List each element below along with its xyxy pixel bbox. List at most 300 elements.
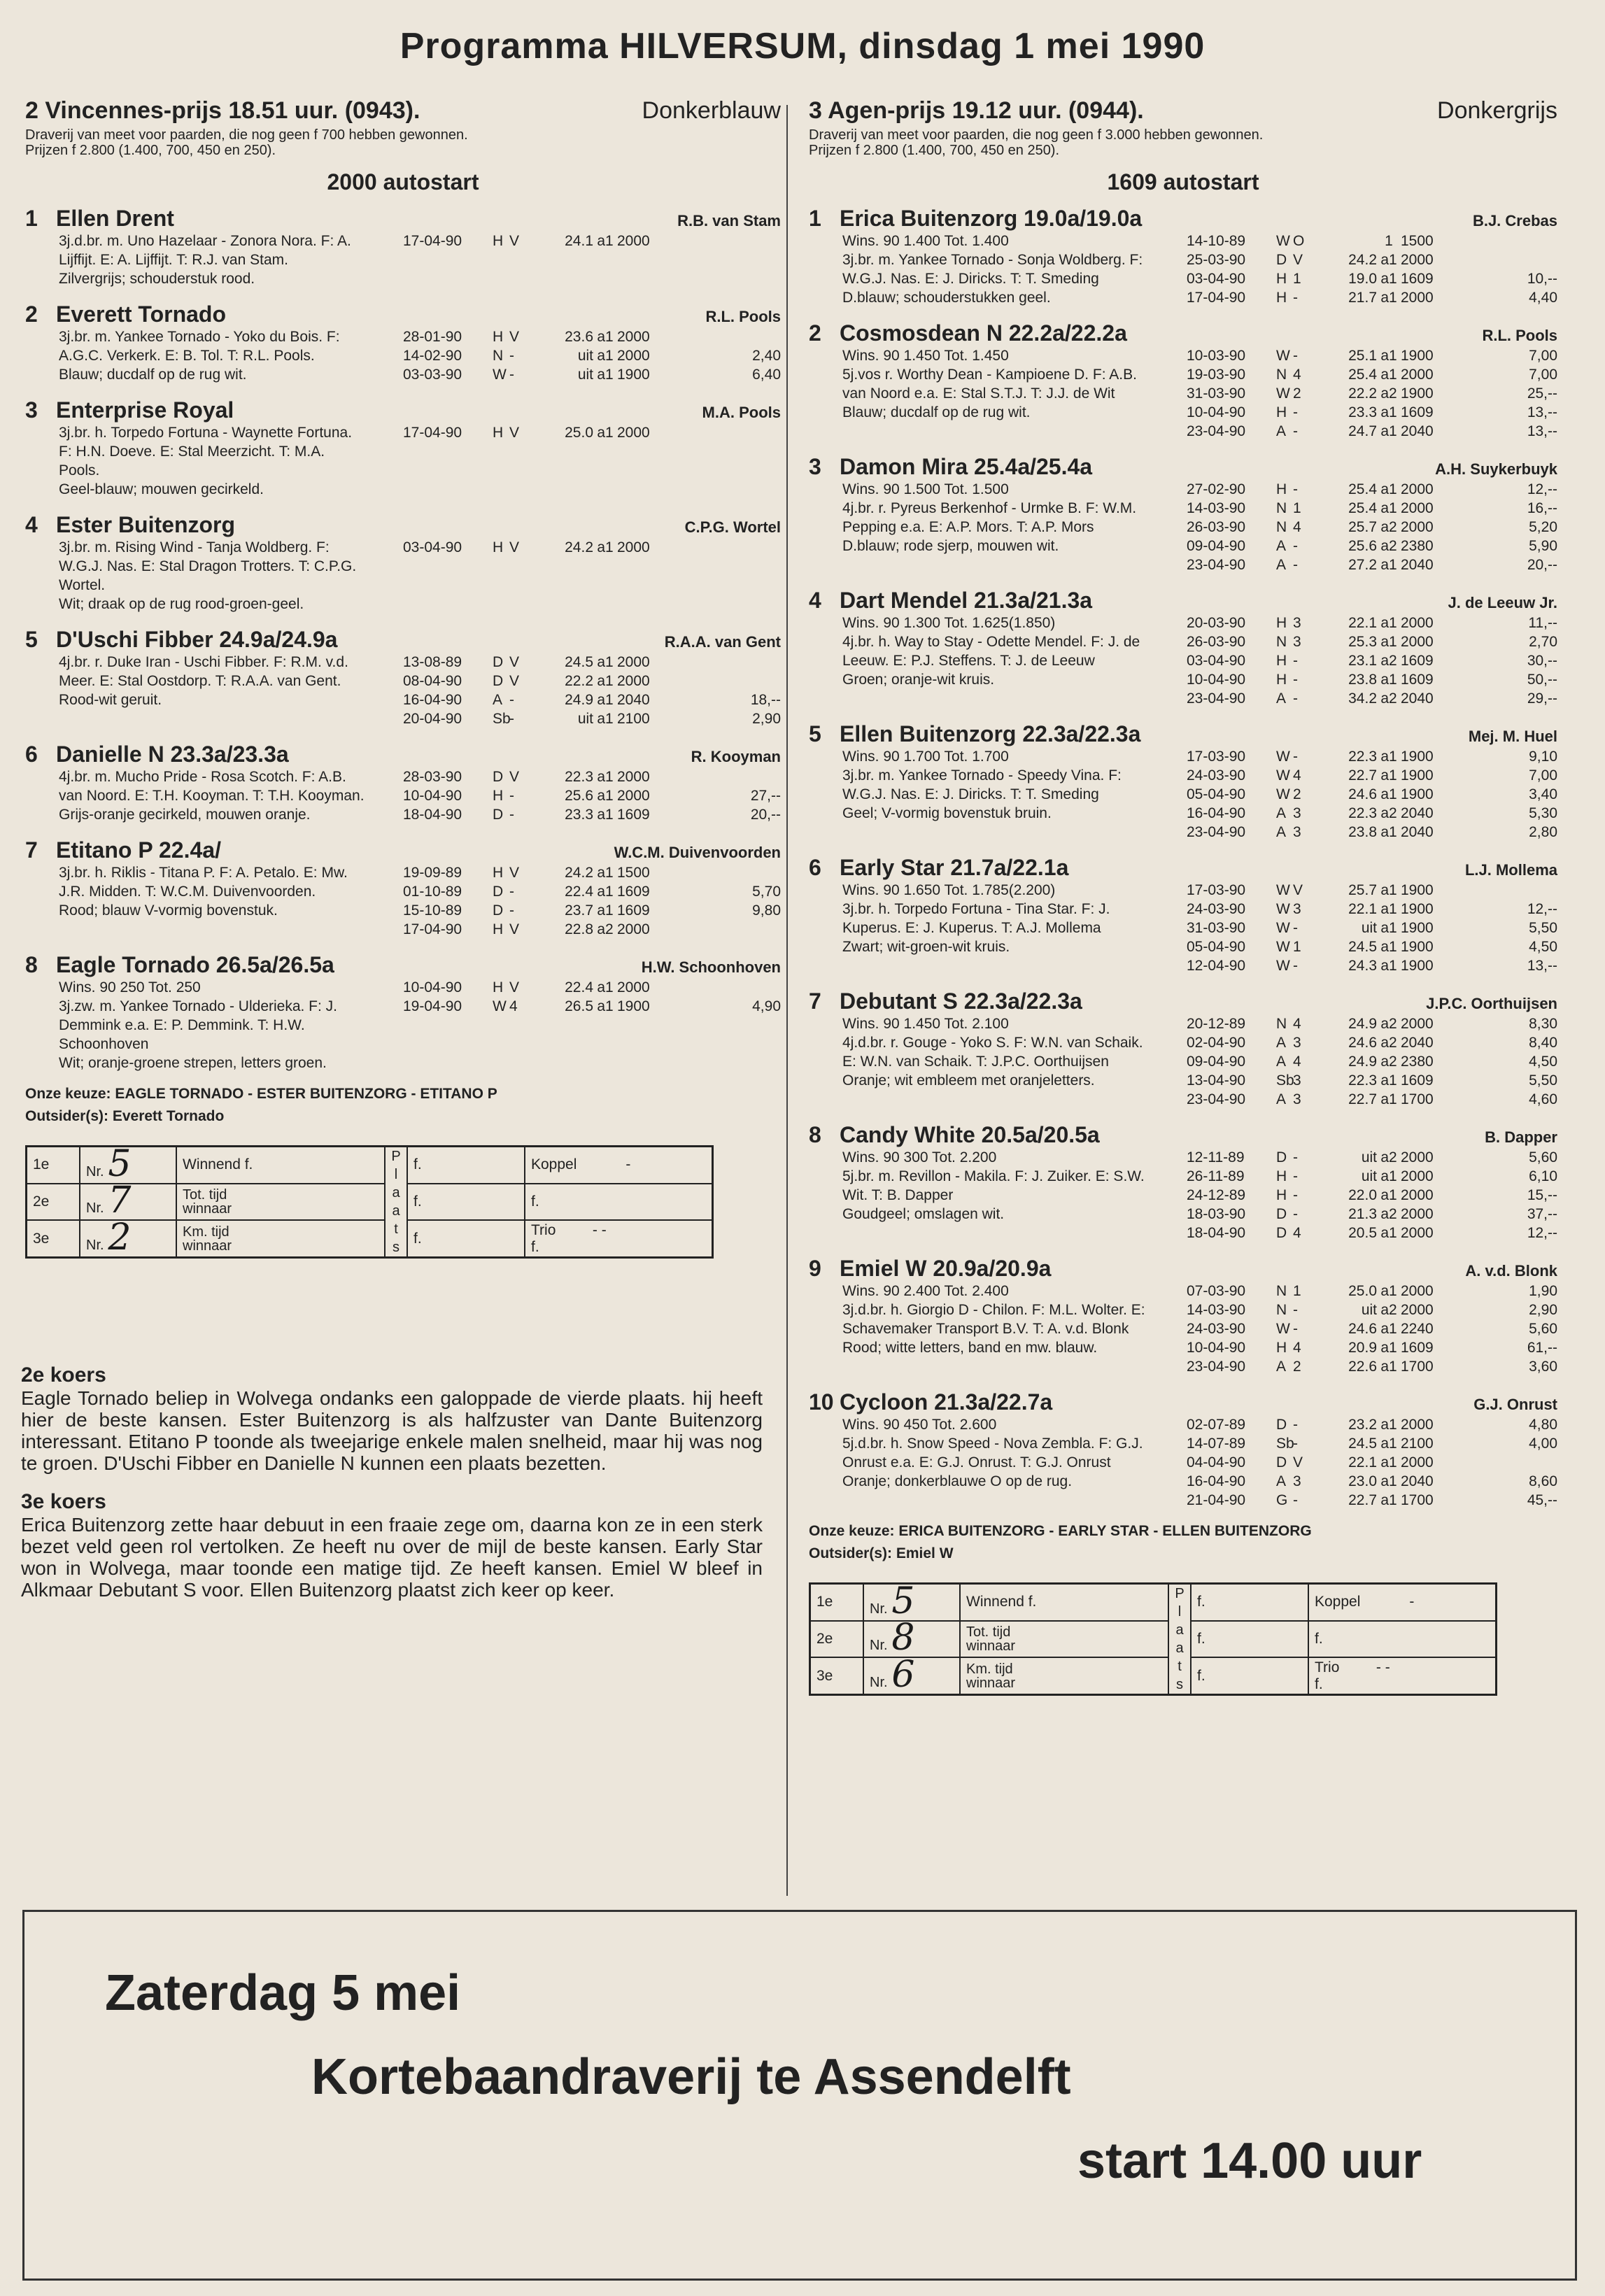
announcement-event: Kortebaandraverij te Assendelft	[311, 2049, 1071, 2105]
commentary-heading: 3e koers	[21, 1490, 106, 1513]
result-row	[1187, 804, 1557, 823]
result-cell: H	[1276, 481, 1287, 497]
description-line: Blauw; ducdalf op de rug wit.	[842, 404, 1031, 420]
result-cell: a2	[597, 921, 614, 937]
result-cell: 18,--	[750, 692, 781, 708]
result-cell: 21-04-90	[1187, 1492, 1246, 1508]
result-cell: -	[1293, 1187, 1298, 1203]
result-row	[1187, 900, 1557, 919]
result-cell: -	[509, 692, 514, 708]
result-cell: 1	[1293, 939, 1301, 955]
horse-results	[1187, 614, 1557, 708]
horse-description	[25, 653, 403, 728]
horse-results	[403, 327, 781, 384]
result-cell: a1	[597, 329, 614, 345]
result-row	[1187, 689, 1557, 708]
result-cell: H	[493, 539, 504, 555]
horse-header	[809, 453, 1557, 480]
result-cell: -	[509, 367, 514, 383]
result-cell: 31-03-90	[1187, 920, 1246, 936]
horse-name-line	[809, 453, 1092, 480]
result-cell: 21.3	[1348, 1206, 1377, 1222]
plaats-label	[385, 1147, 407, 1258]
result-cell: W	[1276, 882, 1290, 898]
horse-name: Cosmosdean N 22.2a/22.2a	[840, 320, 1127, 346]
result-cell: 1609	[1401, 404, 1434, 420]
horse-name-line	[25, 626, 337, 653]
result-cell: V	[509, 233, 520, 249]
result-cell: 1500	[617, 865, 650, 881]
result-cell: 22.7	[1348, 1091, 1377, 1107]
horse-number: 7	[809, 988, 821, 1014]
horse-name-line	[809, 988, 1082, 1014]
result-cell: 5,90	[1529, 538, 1557, 554]
result-cell: 23.6	[565, 329, 593, 345]
result-cell: H	[493, 233, 504, 249]
result-cell: a2	[1380, 538, 1397, 554]
horse-entry	[809, 205, 1557, 307]
result-cell: H	[1276, 672, 1287, 688]
result-cell: 2040	[617, 692, 650, 708]
description-line: van Noord e.a. E: Stal S.T.J. T: J.J. de Wit	[842, 385, 1115, 402]
result-cell: a1	[597, 367, 614, 383]
horse-name: Erica Buitenzorg 19.0a/19.0a	[840, 206, 1143, 231]
result-cell: 3	[1293, 1473, 1301, 1489]
result-cell: 23.8	[1348, 824, 1377, 840]
description-line: 4j.br. m. Mucho Pride - Rosa Scotch. F: A.B.	[59, 769, 346, 785]
description-line: 5j.vos r. Worthy Dean - Kampioene D. F: A.B.	[842, 367, 1137, 383]
horse-entry	[25, 837, 781, 939]
tot-tijd-line: winnaar	[183, 1200, 232, 1217]
result-cell	[1451, 232, 1557, 250]
result-cell: V	[509, 425, 520, 441]
description-line: 3j.br. m. Yankee Tornado - Speedy Vina. F:	[842, 767, 1122, 784]
description-line: 5j.d.br. h. Snow Speed - Nova Zembla. F: G.J.	[842, 1436, 1143, 1452]
result-cell: a1	[1380, 901, 1397, 917]
result-number-cell[interactable]	[80, 1179, 176, 1222]
result-cell: a1	[1380, 1283, 1397, 1299]
description-line: Zilvergrijs; schouderstuk rood.	[59, 271, 255, 287]
result-cell: a1	[597, 348, 614, 364]
result-cell: 01-10-89	[403, 884, 462, 900]
result-cell: 26-03-90	[1187, 634, 1246, 650]
horse-trainer: B.J. Crebas	[1472, 212, 1557, 229]
horse-body	[809, 1014, 1557, 1109]
horse-name-line	[809, 1255, 1051, 1282]
description-line: 3j.br. h. Riklis - Titana P. F: A. Petalo. E: Mw.	[59, 865, 348, 881]
result-cell: 2	[1293, 1359, 1301, 1375]
result-cell: D	[1276, 1149, 1287, 1165]
nr-label: Nr.	[870, 1601, 888, 1617]
horse-description	[25, 978, 403, 1072]
result-cell: 13,--	[1527, 423, 1557, 439]
result-cell	[667, 653, 781, 672]
result-cell: a1	[1380, 500, 1397, 516]
result-cell: 2000	[1401, 615, 1434, 631]
plaats-f-label: f.	[1191, 1621, 1308, 1658]
result-cell: A	[1276, 1091, 1287, 1107]
result-cell: 20,--	[1527, 557, 1557, 573]
result-cell: 2380	[1401, 1054, 1434, 1070]
result-cell: 2000	[617, 979, 650, 995]
result-cell: a1	[597, 807, 614, 823]
result-cell	[667, 232, 781, 250]
result-cell: V	[1293, 252, 1303, 268]
horse-body	[809, 346, 1557, 441]
horse-name: Cycloon 21.3a/22.7a	[840, 1389, 1053, 1415]
horse-trainer: H.W. Schoonhoven	[641, 958, 781, 976]
result-cell: 13,--	[1527, 404, 1557, 420]
horse-entry	[25, 741, 781, 824]
result-row	[1187, 250, 1557, 269]
result-row	[1187, 537, 1557, 555]
horse-name: Enterprise Royal	[56, 397, 234, 423]
trio-cell	[525, 1220, 713, 1257]
result-cell: 5,70	[752, 884, 781, 900]
result-cell	[667, 423, 781, 442]
result-cell: 22.1	[1348, 1454, 1377, 1471]
result-number-cell[interactable]	[863, 1654, 960, 1696]
dash: -	[1409, 1594, 1415, 1610]
result-cell: W	[1276, 749, 1290, 765]
result-cell: 2100	[617, 711, 650, 727]
result-cell: 02-07-89	[1187, 1417, 1246, 1433]
trio-label: Trio	[531, 1221, 556, 1238]
horse-name-line	[25, 205, 174, 232]
result-row	[1187, 232, 1557, 250]
result-cell: 1700	[1401, 1359, 1434, 1375]
km-tijd-line: Km. tijd	[183, 1224, 229, 1240]
result-cell: 9,80	[752, 902, 781, 919]
commentary-section	[21, 1364, 763, 1617]
description-line: Kuperus. E: J. Kuperus. T: A.J. Mollema	[842, 920, 1101, 936]
result-row	[1187, 881, 1557, 900]
horse-header	[809, 1389, 1557, 1415]
description-line: Grijs-oranje gecirkeld, mouwen oranje.	[59, 807, 311, 823]
dash: - -	[592, 1221, 607, 1238]
horse-entry	[809, 721, 1557, 842]
result-row	[403, 423, 781, 442]
horse-body	[25, 653, 781, 728]
trio-cell	[1308, 1657, 1497, 1694]
result-cell: 05-04-90	[1187, 939, 1246, 955]
result-cell: a1	[597, 654, 614, 670]
horse-trainer: R.B. van Stam	[677, 212, 781, 229]
result-row	[1187, 1224, 1557, 1242]
result-cell: A	[1276, 1054, 1287, 1070]
result-cell	[667, 863, 781, 882]
result-cell: 2000	[1401, 1225, 1434, 1241]
result-cell: -	[1293, 690, 1298, 707]
commentary-heading: 2e koers	[21, 1363, 106, 1387]
result-row	[1187, 670, 1557, 689]
horse-number: 2	[809, 320, 821, 346]
result-cell: 10-04-90	[1187, 404, 1246, 420]
horse-name-line	[809, 1389, 1052, 1415]
result-cell: 23-04-90	[1187, 1359, 1246, 1375]
result-cell: H	[493, 329, 504, 345]
description-line: Geel; V-vormig bovenstuk bruin.	[842, 805, 1052, 821]
result-number-cell[interactable]	[80, 1217, 176, 1259]
horse-entry	[25, 511, 781, 614]
result-cell: 8,40	[1529, 1035, 1557, 1051]
result-cell: 2,80	[1529, 824, 1557, 840]
result-cell: 16-04-90	[1187, 1473, 1246, 1489]
place-label: 2e	[810, 1621, 864, 1658]
description-line: Blauw; ducdalf op de rug wit.	[59, 367, 247, 383]
result-cell: -	[1293, 1302, 1298, 1318]
description-line: 3j.zw. m. Yankee Tornado - Ulderieka. F: J.	[59, 998, 338, 1014]
result-cell: V	[509, 769, 520, 785]
horse-description	[809, 1282, 1187, 1376]
result-row	[1187, 555, 1557, 574]
our-choice: Onze keuze: EAGLE TORNADO - ESTER BUITENZORG - ETITANO P	[25, 1086, 497, 1102]
result-cell: 3	[1293, 1091, 1301, 1107]
result-cell: A	[1276, 1035, 1287, 1051]
result-cell: 1900	[1401, 786, 1434, 802]
result-cell: W	[1276, 901, 1290, 917]
result-cell: 16-04-90	[1187, 805, 1246, 821]
result-cell: -	[1293, 538, 1298, 554]
horse-body	[809, 232, 1557, 307]
result-number-cell[interactable]	[80, 1142, 176, 1185]
result-cell: 1	[1293, 271, 1301, 287]
result-cell: N	[1276, 1283, 1287, 1299]
horse-results	[403, 653, 781, 728]
result-cell: a1	[1380, 634, 1397, 650]
horse-header	[809, 205, 1557, 232]
description-line: D.blauw; rode sjerp, mouwen wit.	[842, 538, 1059, 554]
result-cell: 08-04-90	[403, 673, 462, 689]
result-cell: 19-09-89	[403, 865, 462, 881]
result-cell: 24.6	[1348, 786, 1377, 802]
handwritten-number: 2	[108, 1217, 132, 1259]
result-cell: 29,--	[1527, 690, 1557, 707]
result-cell: 2380	[1401, 538, 1434, 554]
horse-body	[809, 480, 1557, 574]
horse-header	[25, 837, 781, 863]
result-row	[1187, 632, 1557, 651]
tot-tijd-line: Tot. tijd	[966, 1624, 1011, 1640]
description-line: 3j.br. m. Yankee Tornado - Yoko du Bois. F:	[59, 329, 340, 345]
result-cell: H	[1276, 1168, 1287, 1184]
description-line: Demmink e.a. E: P. Demmink. T: H.W.	[59, 1017, 305, 1033]
result-cell: a1	[1380, 749, 1397, 765]
result-cell: 1900	[1401, 939, 1434, 955]
result-cell: D	[1276, 1206, 1287, 1222]
horse-entry	[809, 854, 1557, 975]
description-line: Rood; witte letters, band en mw. blauw.	[842, 1340, 1098, 1356]
result-cell: 2000	[1401, 519, 1434, 535]
result-cell: -	[509, 348, 514, 364]
horse-entry	[25, 397, 781, 499]
tot-tijd-line: winnaar	[966, 1638, 1016, 1654]
result-cell: V	[509, 673, 520, 689]
result-cell: 1900	[1401, 749, 1434, 765]
result-number-cell[interactable]	[863, 1580, 960, 1622]
result-cell: 20,--	[750, 807, 781, 823]
description-line: W.G.J. Nas. E: J. Diricks. T: T. Smeding	[842, 786, 1099, 802]
result-cell: 15-10-89	[403, 902, 462, 919]
horse-list	[25, 205, 781, 1072]
result-cell: a2	[1380, 1016, 1397, 1032]
result-cell: a1	[1380, 920, 1397, 936]
result-cell: W	[1276, 786, 1290, 802]
result-cell: 6,10	[1529, 1168, 1557, 1184]
result-cell: a1	[1380, 615, 1397, 631]
result-cell: uit	[1361, 1149, 1377, 1165]
result-cell: 2	[1293, 786, 1301, 802]
result-cell: O	[1293, 233, 1305, 249]
horse-body	[809, 1282, 1557, 1376]
horse-results	[1187, 1014, 1557, 1109]
horse-number: 3	[25, 397, 38, 423]
result-cell: A	[1276, 1473, 1287, 1489]
result-cell: a1	[1380, 481, 1397, 497]
result-cell: -	[1293, 1149, 1298, 1165]
plaats-text: P l a a t s	[391, 1149, 401, 1255]
result-number-cell[interactable]	[863, 1617, 960, 1659]
race-title: 2 Vincennes-prijs 18.51 uur. (0943).	[25, 97, 420, 124]
winnend-label: Winnend f.	[176, 1147, 385, 1184]
result-cell: 25.6	[1348, 538, 1377, 554]
result-cell: 1900	[1401, 920, 1434, 936]
result-cell: D	[493, 769, 504, 785]
result-cell: 5,60	[1529, 1149, 1557, 1165]
result-cell: 1609	[1401, 653, 1434, 669]
horse-header	[25, 951, 781, 978]
result-cell: 2	[1293, 385, 1301, 402]
result-cell: -	[1293, 290, 1298, 306]
horse-header	[25, 741, 781, 767]
horse-results	[1187, 881, 1557, 975]
horse-name: Candy White 20.5a/20.5a	[840, 1122, 1100, 1147]
description-line: Onrust e.a. E: G.J. Onrust. T: G.J. Onrust	[842, 1454, 1111, 1471]
horse-entry	[809, 320, 1557, 441]
result-row	[1187, 1014, 1557, 1033]
outsiders: Outsider(s): Emiel W	[809, 1545, 954, 1561]
horse-results	[1187, 232, 1557, 307]
result-cell: 1700	[1401, 1091, 1434, 1107]
result-cell: 2000	[1401, 634, 1434, 650]
horse-body	[25, 232, 781, 288]
result-cell: 2000	[617, 329, 650, 345]
result-cell: N	[1276, 634, 1287, 650]
result-cell: -	[509, 807, 514, 823]
result-cell: 61,--	[1527, 1340, 1557, 1356]
result-cell: 4,00	[1529, 1436, 1557, 1452]
horse-name-line	[25, 951, 334, 978]
result-cell: 24.9	[1348, 1016, 1377, 1032]
result-cell: 50,--	[1527, 672, 1557, 688]
description-line: D.blauw; schouderstukken geel.	[842, 290, 1051, 306]
result-cell: 23.3	[565, 807, 593, 823]
horse-name: Debutant S 22.3a/22.3a	[840, 988, 1082, 1014]
result-cell: 3	[1293, 615, 1301, 631]
result-cell: 5,60	[1529, 1321, 1557, 1337]
horse-name-line	[809, 587, 1092, 614]
result-cell: -	[1293, 920, 1298, 936]
horse-trainer: J. de Leeuw Jr.	[1448, 594, 1557, 611]
horse-name-line	[809, 1121, 1100, 1148]
result-cell: 22.4	[565, 884, 593, 900]
horse-name: Early Star 21.7a/22.1a	[840, 855, 1069, 880]
km-tijd-label	[960, 1657, 1168, 1694]
horse-description	[809, 346, 1187, 441]
result-cell: a1	[1380, 1072, 1397, 1089]
result-cell: 17-03-90	[1187, 882, 1246, 898]
trio-f-label: f.	[531, 1238, 539, 1255]
description-line: F: H.N. Doeve. E: Stal Meerzicht. T: M.A.	[59, 444, 325, 460]
result-cell: 23-04-90	[1187, 423, 1246, 439]
description-line: 3j.d.br. m. Uno Hazelaar - Zonora Nora. F: A.	[59, 233, 351, 249]
horse-header	[809, 1121, 1557, 1148]
result-cell: uit	[577, 367, 593, 383]
result-cell: 15,--	[1527, 1187, 1557, 1203]
result-row	[1187, 1491, 1557, 1510]
horse-body	[809, 614, 1557, 708]
outsiders: Outsider(s): Everett Tornado	[25, 1108, 225, 1124]
horse-name: Everett Tornado	[56, 302, 226, 327]
result-row	[403, 327, 781, 346]
result-cell	[667, 538, 781, 557]
result-cell: 3	[1293, 634, 1301, 650]
result-cell: a1	[1380, 1321, 1397, 1337]
result-cell: a2	[1380, 1035, 1397, 1051]
horse-trainer: A.H. Suykerbuyk	[1435, 460, 1557, 478]
result-cell: 1900	[1401, 767, 1434, 784]
result-row	[1187, 1472, 1557, 1491]
result-cell: 23.3	[1348, 404, 1377, 420]
horse-name: Emiel W 20.9a/20.9a	[840, 1256, 1052, 1281]
horse-entry	[25, 301, 781, 384]
description-line: Wins. 90 300 Tot. 2.200	[842, 1149, 997, 1165]
result-cell: 12-11-89	[1187, 1149, 1245, 1165]
plaats-f-label: f.	[407, 1147, 525, 1184]
race-conditions	[809, 127, 1557, 158]
result-row	[1187, 1434, 1557, 1453]
result-cell: 23-04-90	[1187, 690, 1246, 707]
description-line: W.G.J. Nas. E: J. Diricks. T: T. Smeding	[842, 271, 1099, 287]
result-cell: H	[1276, 653, 1287, 669]
description-line: 4j.d.br. r. Gouge - Yoko S. F: W.N. van Schaik.	[842, 1035, 1143, 1051]
result-row	[1187, 1052, 1557, 1071]
horse-trainer: W.C.M. Duivenvoorden	[614, 844, 781, 861]
horse-body	[809, 1148, 1557, 1242]
result-cell: a1	[1380, 367, 1397, 383]
horse-body	[809, 881, 1557, 975]
result-cell: 12-04-90	[1187, 958, 1246, 974]
result-cell: a1	[1380, 1492, 1397, 1508]
result-cell: 25.0	[1348, 1283, 1377, 1299]
horse-name: Damon Mira 25.4a/25.4a	[840, 454, 1093, 479]
description-line: Goudgeel; omslagen wit.	[842, 1206, 1005, 1222]
result-cell: 24.2	[565, 865, 593, 881]
description-line: Oranje; wit embleem met oranjeletters.	[842, 1072, 1095, 1089]
result-cell: 10-04-90	[1187, 1340, 1246, 1356]
result-cell: H	[1276, 404, 1287, 420]
result-row	[403, 805, 781, 824]
result-cell: 4,90	[752, 998, 781, 1014]
commentary-text: Eagle Tornado beliep in Wolvega ondanks een galoppade de vierde plaats. hij heeft hier de beste kansen. Ester Buitenzorg is als halfzuster van Dante Buitenzorg interessant. Etitano P toonde als tweejarige enkele malen snelheid, maar hij was nog te groen. D'Uschi Fibber en Danielle N kunnen een plaats bezetten.	[21, 1387, 763, 1474]
result-cell: A	[1276, 805, 1287, 821]
result-cell: 4,80	[1529, 1417, 1557, 1433]
result-cell: 14-02-90	[403, 348, 462, 364]
result-cell: a1	[597, 692, 614, 708]
description-line: 3j.br. m. Rising Wind - Tanja Woldberg. F:	[59, 539, 330, 555]
result-cell: 5,20	[1529, 519, 1557, 535]
result-cell: 24.7	[1348, 423, 1377, 439]
